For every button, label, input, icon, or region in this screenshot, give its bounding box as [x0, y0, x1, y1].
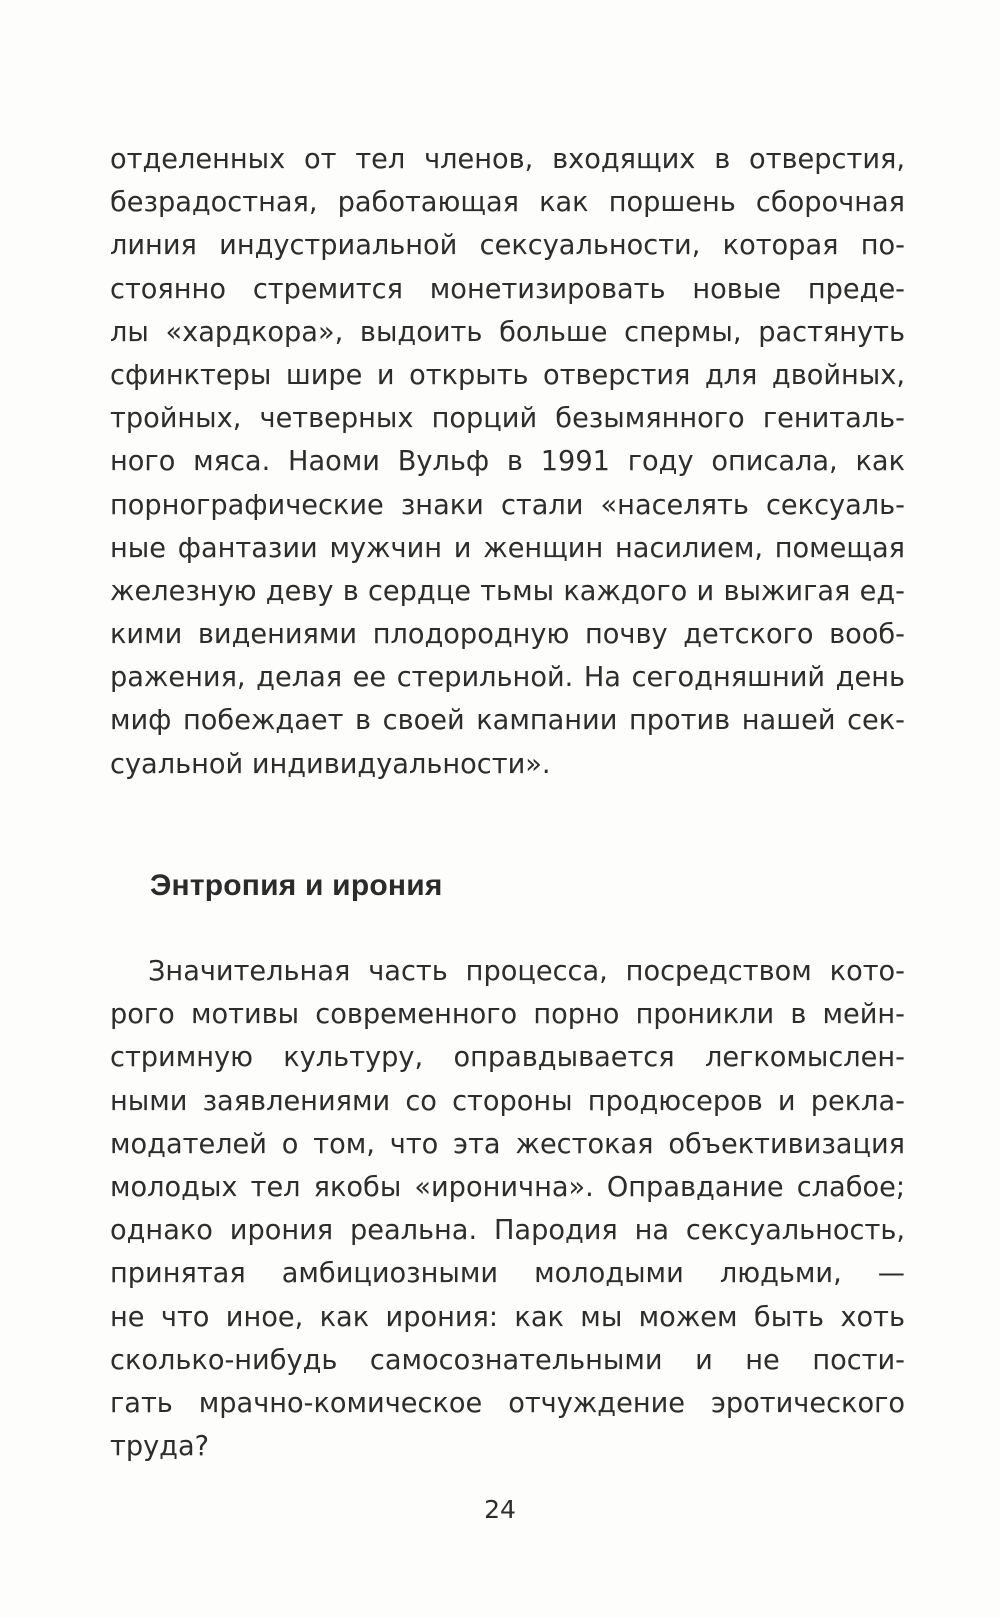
text-line: стримную культуру, оправдывается легкомыслен-: [110, 1042, 905, 1074]
text-line: Значительная часть процесса, посредством кото-: [148, 956, 905, 987]
text-line: стоянно стремится монетизировать новые преде-: [110, 273, 905, 305]
text-line: кими видениями плодородную почву детского вооб-: [110, 619, 905, 651]
text-line: сколько-нибудь самосознательными и не пости-: [110, 1344, 905, 1376]
text-line: сфинктеры шире и открыть отверстия для двойных,: [110, 359, 905, 391]
text-line: линия индустриальной сексуальности, которая по-: [110, 230, 905, 262]
text-line: ными заявлениями со стороны продюсеров и рекла-: [110, 1085, 905, 1117]
text-line: железную деву в сердце тьмы каждого и выжигая ед-: [110, 575, 905, 607]
text-line: тройных, четверных порций безымянного гениталь-: [110, 403, 905, 435]
text-line: миф побеждает в своей кампании против нашей сек-: [110, 705, 905, 737]
text-line: однако ирония реальна. Пародия на сексуальность,: [110, 1215, 905, 1247]
text-line: ражения, делая ее стерильной. На сегодняшний день: [110, 662, 905, 694]
text-line: рого мотивы современного порно проникли в мейн-: [110, 999, 905, 1031]
text-line: безрадостная, работающая как поршень сборочная: [110, 187, 905, 219]
paragraph: [110, 950, 905, 1468]
text-line: принятая амбициозными молодыми людьми, —: [110, 1258, 905, 1290]
text-line: труда?: [110, 1431, 210, 1463]
text-line: модателей о том, что эта жестокая объективизация: [110, 1128, 905, 1160]
text-line: суальной индивидуальности».: [110, 748, 551, 780]
text-line: порнографические знаки стали «населять сексуаль-: [110, 489, 905, 521]
text-line: отделенных от тел членов, входящих в отверстия,: [110, 144, 905, 175]
text-line: ные фантазии мужчин и женщин насилием, помещая: [110, 532, 905, 564]
text-line: гать мрачно-комическое отчуждение эротического: [110, 1387, 905, 1419]
section-heading: Энтропия и ирония: [150, 869, 443, 902]
paragraph-continued: [110, 138, 905, 786]
page-number: 24: [484, 1495, 516, 1524]
text-line: лы «хардкора», выдоить больше спермы, растянуть: [110, 316, 905, 348]
text-line: не что иное, как ирония: как мы можем быть хоть: [110, 1301, 905, 1333]
text-line: молодых тел якобы «иронична». Оправдание слабое;: [110, 1171, 905, 1203]
text-line: ного мяса. Наоми Вульф в 1991 году описала, как: [110, 446, 905, 478]
